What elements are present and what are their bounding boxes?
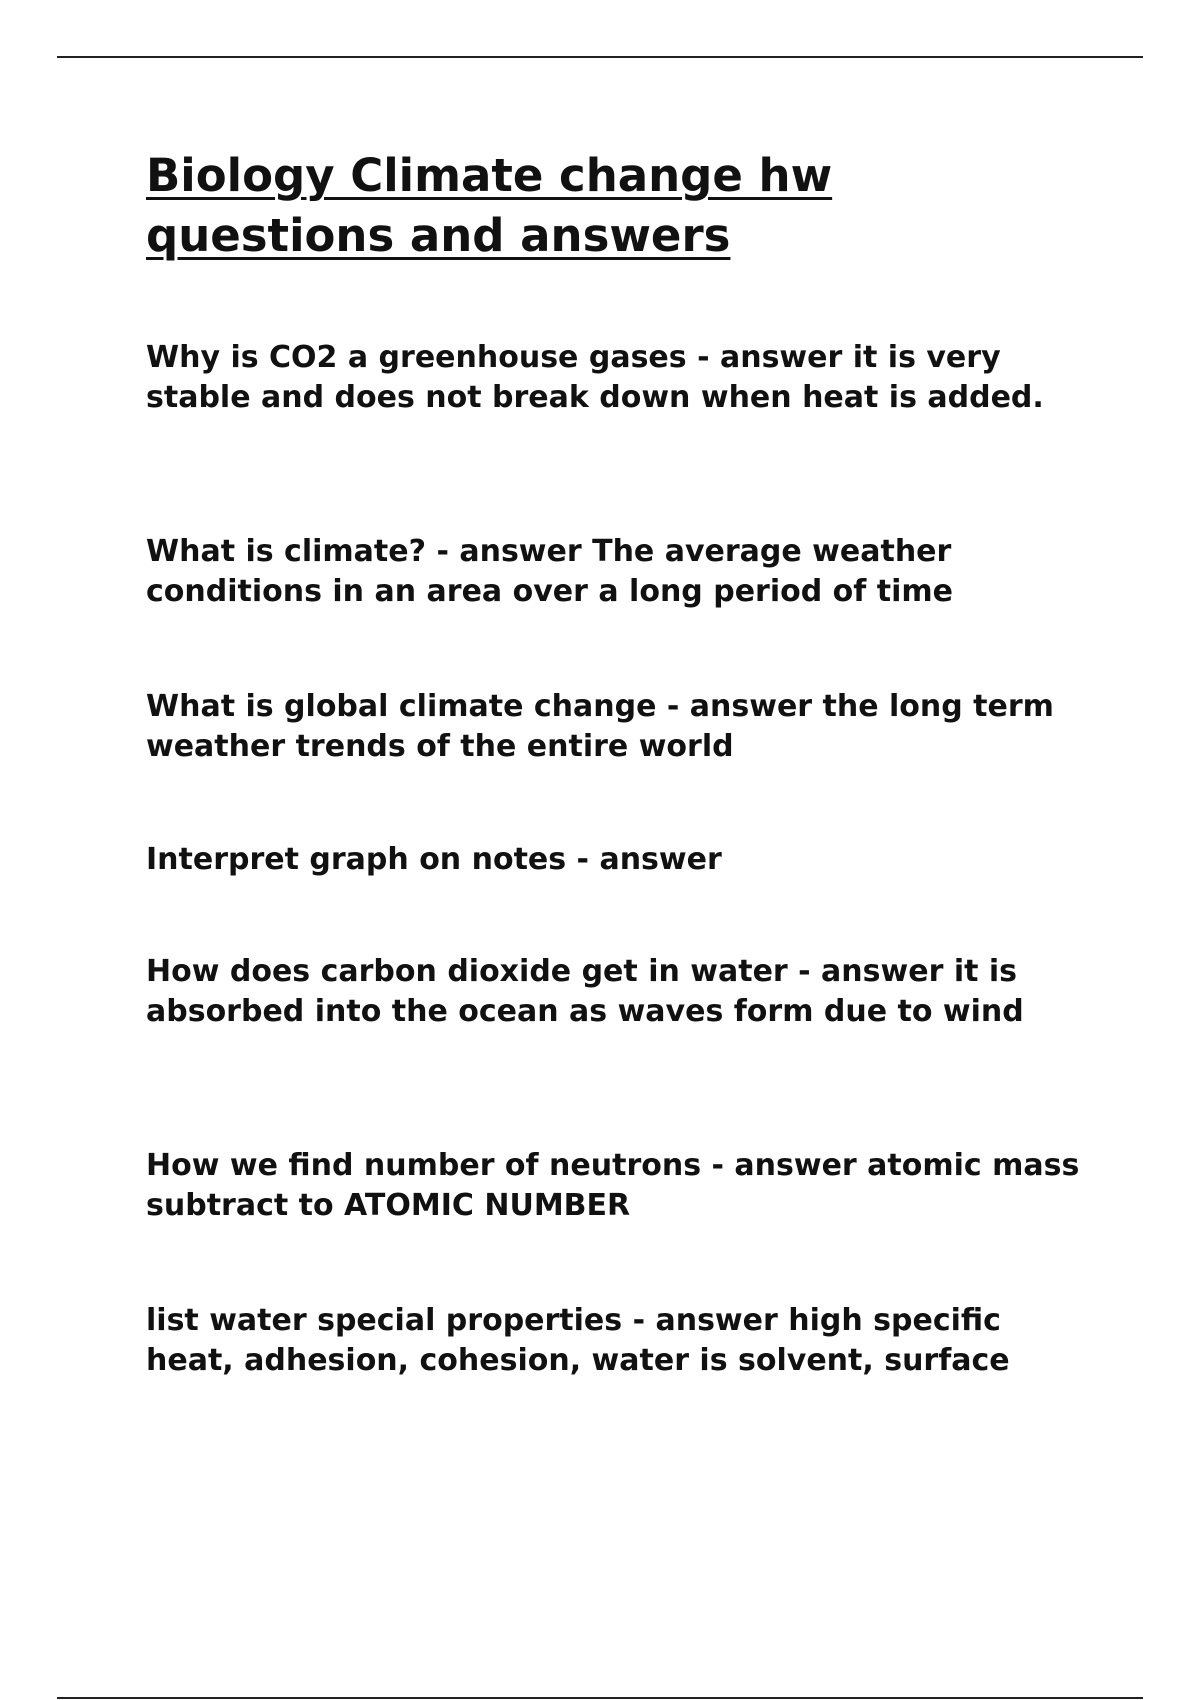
- qa-item: How does carbon dioxide get in water - answer it is absorbed into the ocean as waves form due to wind: [146, 954, 1024, 1029]
- qa-item: list water special properties - answer high specific heat, adhesion, cohesion, water is solvent, surface: [146, 1303, 1010, 1378]
- bottom-divider: [57, 1697, 1143, 1699]
- top-divider: [57, 56, 1143, 58]
- qa-item: Interpret graph on notes - answer: [146, 842, 722, 877]
- document-title: Biology Climate change hw questions and answers: [146, 149, 833, 262]
- qa-item: What is global climate change - answer the long term weather trends of the entire world: [146, 689, 1054, 764]
- qa-item: What is climate? - answer The average weather conditions in an area over a long period of time: [146, 534, 953, 609]
- qa-item: How we find number of neutrons - answer atomic mass subtract to ATOMIC NUMBER: [146, 1148, 1080, 1223]
- document-body: [146, 146, 1106, 1378]
- qa-item: Why is CO2 a greenhouse gases - answer it is very stable and does not break down when heat is added.: [146, 340, 1044, 415]
